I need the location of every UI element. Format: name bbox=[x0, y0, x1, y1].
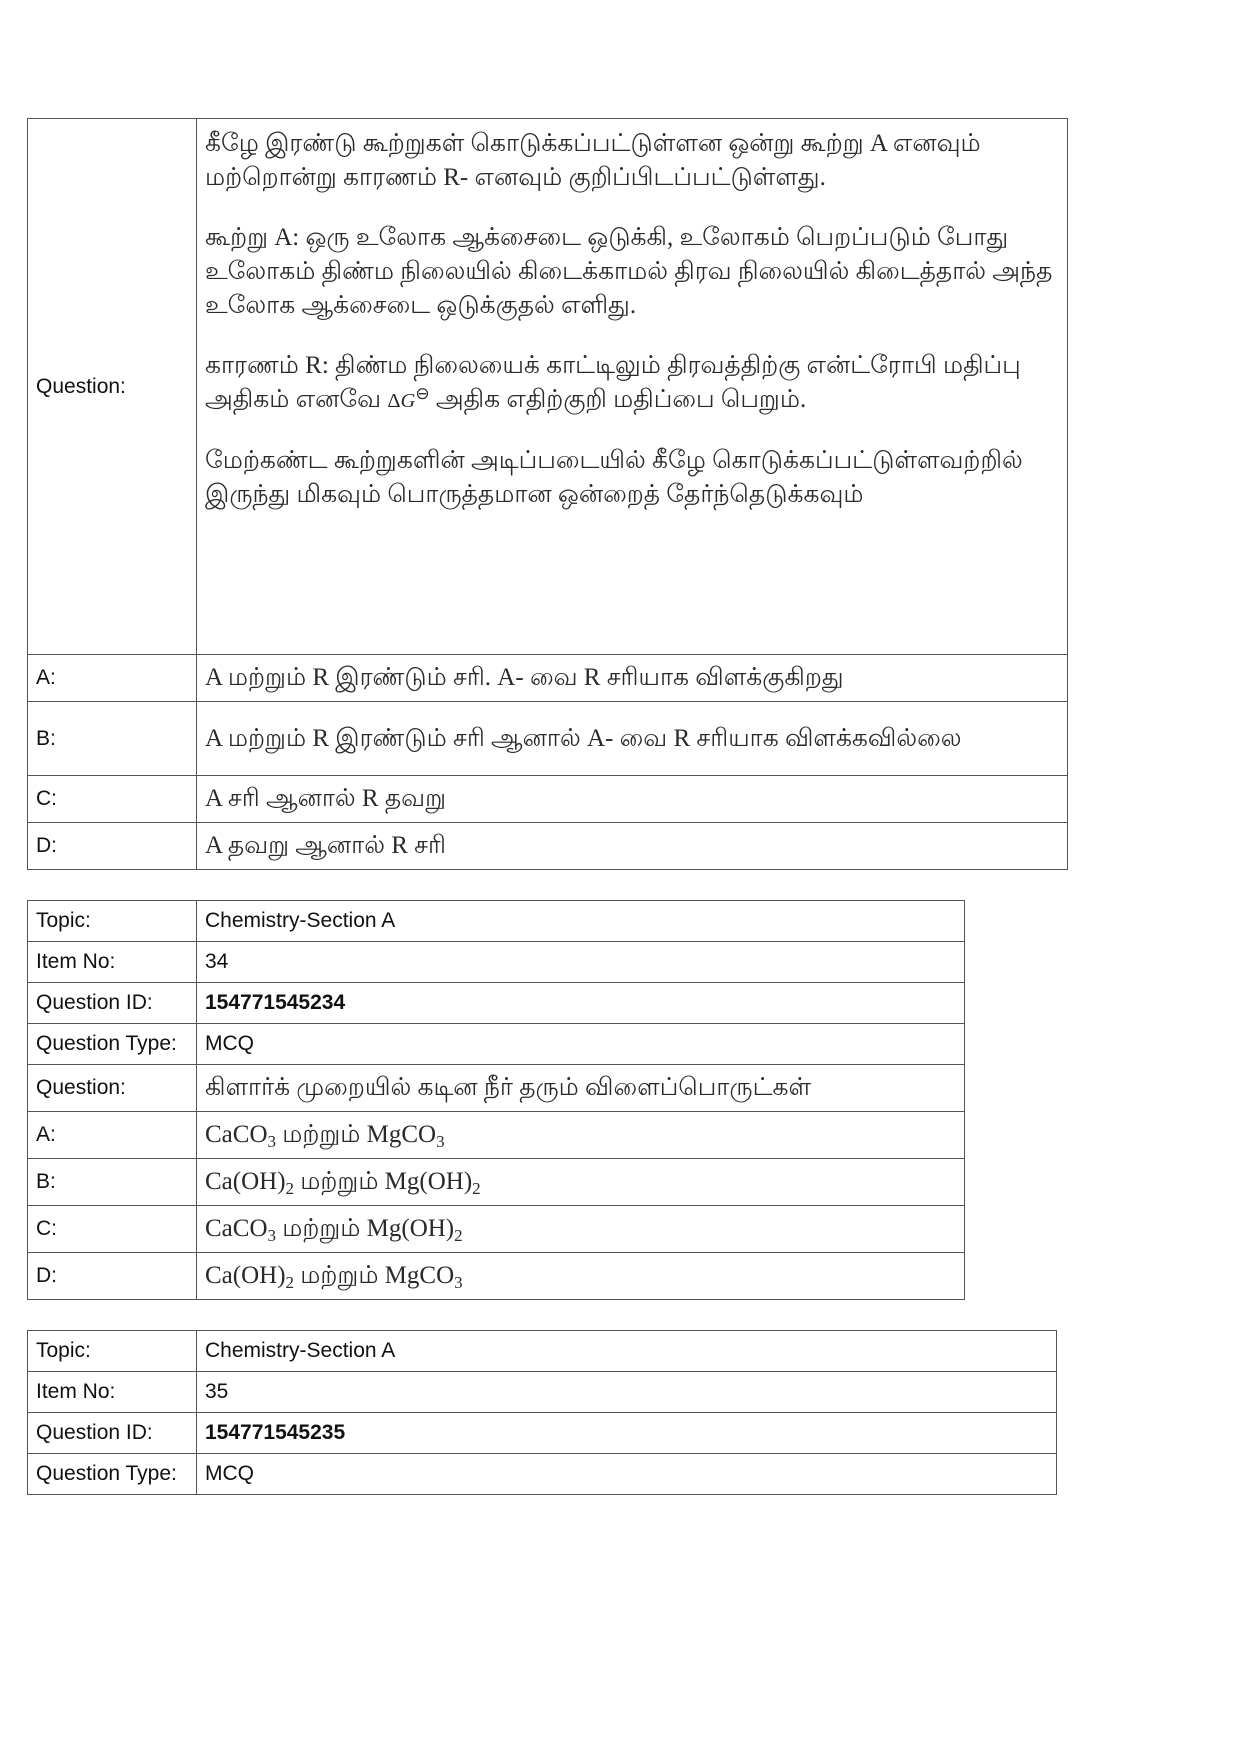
topic-row bbox=[28, 901, 965, 942]
question-row bbox=[28, 119, 1068, 655]
item-no-value: 35 bbox=[197, 1372, 1057, 1413]
option-row-d bbox=[28, 823, 1068, 870]
assertion-reason-question-table bbox=[27, 118, 1068, 870]
option-d-text: A தவறு ஆனால் R சரி bbox=[197, 823, 1068, 870]
option-b-label: B: bbox=[28, 702, 197, 776]
option-c-text bbox=[197, 1206, 965, 1253]
option-a-text bbox=[197, 1112, 965, 1159]
question-type-value: MCQ bbox=[197, 1454, 1057, 1495]
text-run: மற்றும் Mg(OH) bbox=[276, 1215, 455, 1242]
question-id-label: Question ID: bbox=[28, 983, 197, 1024]
option-a-label: A: bbox=[28, 1112, 197, 1159]
option-a-label: A: bbox=[28, 655, 197, 702]
option-row-a bbox=[28, 1112, 965, 1159]
item-no-row bbox=[28, 1372, 1057, 1413]
superscript: ⊖ bbox=[415, 384, 430, 404]
question-type-label: Question Type: bbox=[28, 1454, 197, 1495]
option-row-a bbox=[28, 655, 1068, 702]
subscript: 2 bbox=[454, 1226, 463, 1246]
item-no-row bbox=[28, 942, 965, 983]
topic-label: Topic: bbox=[28, 901, 197, 942]
option-d-label: D: bbox=[28, 1253, 197, 1300]
document-page bbox=[27, 118, 1127, 1495]
subscript: 2 bbox=[472, 1179, 481, 1199]
option-row-b bbox=[28, 1159, 965, 1206]
option-c-label: C: bbox=[28, 1206, 197, 1253]
item-35-table bbox=[27, 1330, 1057, 1495]
instruction-paragraph: மேற்கண்ட கூற்றுகளின் அடிப்படையில் கீழே கொடுக்கப்பட்டுள்ளவற்றில் இருந்து மிகவும் பொருத்தமான ஒன்றைத் தேர்ந்தெடுக்கவும் bbox=[205, 447, 1023, 508]
topic-value: Chemistry-Section A bbox=[197, 1331, 1057, 1372]
option-row-c bbox=[28, 1206, 965, 1253]
math-symbol: Δ bbox=[387, 390, 401, 412]
question-row bbox=[28, 1065, 965, 1112]
text-run: அதிக எதிற்குறி மதிப்பை பெறும். bbox=[429, 386, 807, 413]
text-run: மற்றும் Mg(OH) bbox=[294, 1168, 473, 1195]
text-run: CaCO bbox=[205, 1121, 268, 1148]
item-no-value: 34 bbox=[197, 942, 965, 983]
question-id-label: Question ID: bbox=[28, 1413, 197, 1454]
question-text bbox=[197, 119, 1068, 655]
question-id-value: 154771545234 bbox=[197, 983, 965, 1024]
option-d-text bbox=[197, 1253, 965, 1300]
question-id-row bbox=[28, 1413, 1057, 1454]
question-type-value: MCQ bbox=[197, 1024, 965, 1065]
subscript: 2 bbox=[285, 1179, 295, 1199]
question-label: Question: bbox=[28, 1065, 197, 1112]
item-34-table bbox=[27, 900, 965, 1300]
question-intro-paragraph: கீழே இரண்டு கூற்றுகள் கொடுக்கப்பட்டுள்ளன ஒன்று கூற்று A எனவும் மற்றொன்று காரணம் R- எனவும் குறிப்பிடப்பட்டுள்ளது. bbox=[205, 130, 981, 191]
question-type-label: Question Type: bbox=[28, 1024, 197, 1065]
option-row-c bbox=[28, 776, 1068, 823]
question-text: கிளார்க் முறையில் கடின நீர் தரும் விளைப்பொருட்கள் bbox=[197, 1065, 965, 1112]
question-id-value: 154771545235 bbox=[197, 1413, 1057, 1454]
option-row-d bbox=[28, 1253, 965, 1300]
option-c-text: A சரி ஆனால் R தவறு bbox=[197, 776, 1068, 823]
option-d-label: D: bbox=[28, 823, 197, 870]
text-run: காரணம் R: திண்ம நிலையைக் காட்டிலும் திரவத்திற்கு என்ட்ரோபி மதிப்பு அதிகம் எனவே bbox=[205, 352, 1021, 413]
subscript: 3 bbox=[267, 1226, 276, 1246]
subscript: 3 bbox=[267, 1132, 276, 1152]
topic-row bbox=[28, 1331, 1057, 1372]
text-run: CaCO bbox=[205, 1215, 268, 1242]
item-no-label: Item No: bbox=[28, 942, 197, 983]
subscript: 2 bbox=[285, 1273, 295, 1293]
question-type-row bbox=[28, 1454, 1057, 1495]
option-b-label: B: bbox=[28, 1159, 197, 1206]
text-run: மற்றும் MgCO bbox=[294, 1262, 455, 1289]
question-type-row bbox=[28, 1024, 965, 1065]
text-run: Ca(OH) bbox=[205, 1262, 286, 1289]
subscript: 3 bbox=[436, 1132, 445, 1152]
option-row-b bbox=[28, 702, 1068, 776]
math-symbol: G bbox=[400, 390, 416, 412]
option-b-text: A மற்றும் R இரண்டும் சரி ஆனால் A- வை R சரியாக விளக்கவில்லை bbox=[197, 702, 1068, 776]
question-label: Question: bbox=[28, 119, 197, 655]
topic-value: Chemistry-Section A bbox=[197, 901, 965, 942]
assertion-paragraph: கூற்று A: ஒரு உலோக ஆக்சைடை ஒடுக்கி, உலோகம் பெறப்படும் போது உலோகம் திண்ம நிலையில் கிடைக்காமல் திரவ நிலையில் கிடைத்தால் அந்த உலோக ஆக்சைடை ஒடுக்குதல் எளிது. bbox=[205, 224, 1053, 319]
question-id-row bbox=[28, 983, 965, 1024]
option-b-text bbox=[197, 1159, 965, 1206]
topic-label: Topic: bbox=[28, 1331, 197, 1372]
reason-paragraph bbox=[205, 349, 1059, 418]
option-c-label: C: bbox=[28, 776, 197, 823]
text-run: Ca(OH) bbox=[205, 1168, 286, 1195]
option-a-text: A மற்றும் R இரண்டும் சரி. A- வை R சரியாக விளக்குகிறது bbox=[197, 655, 1068, 702]
text-run: மற்றும் MgCO bbox=[276, 1121, 437, 1148]
subscript: 3 bbox=[454, 1273, 463, 1293]
item-no-label: Item No: bbox=[28, 1372, 197, 1413]
